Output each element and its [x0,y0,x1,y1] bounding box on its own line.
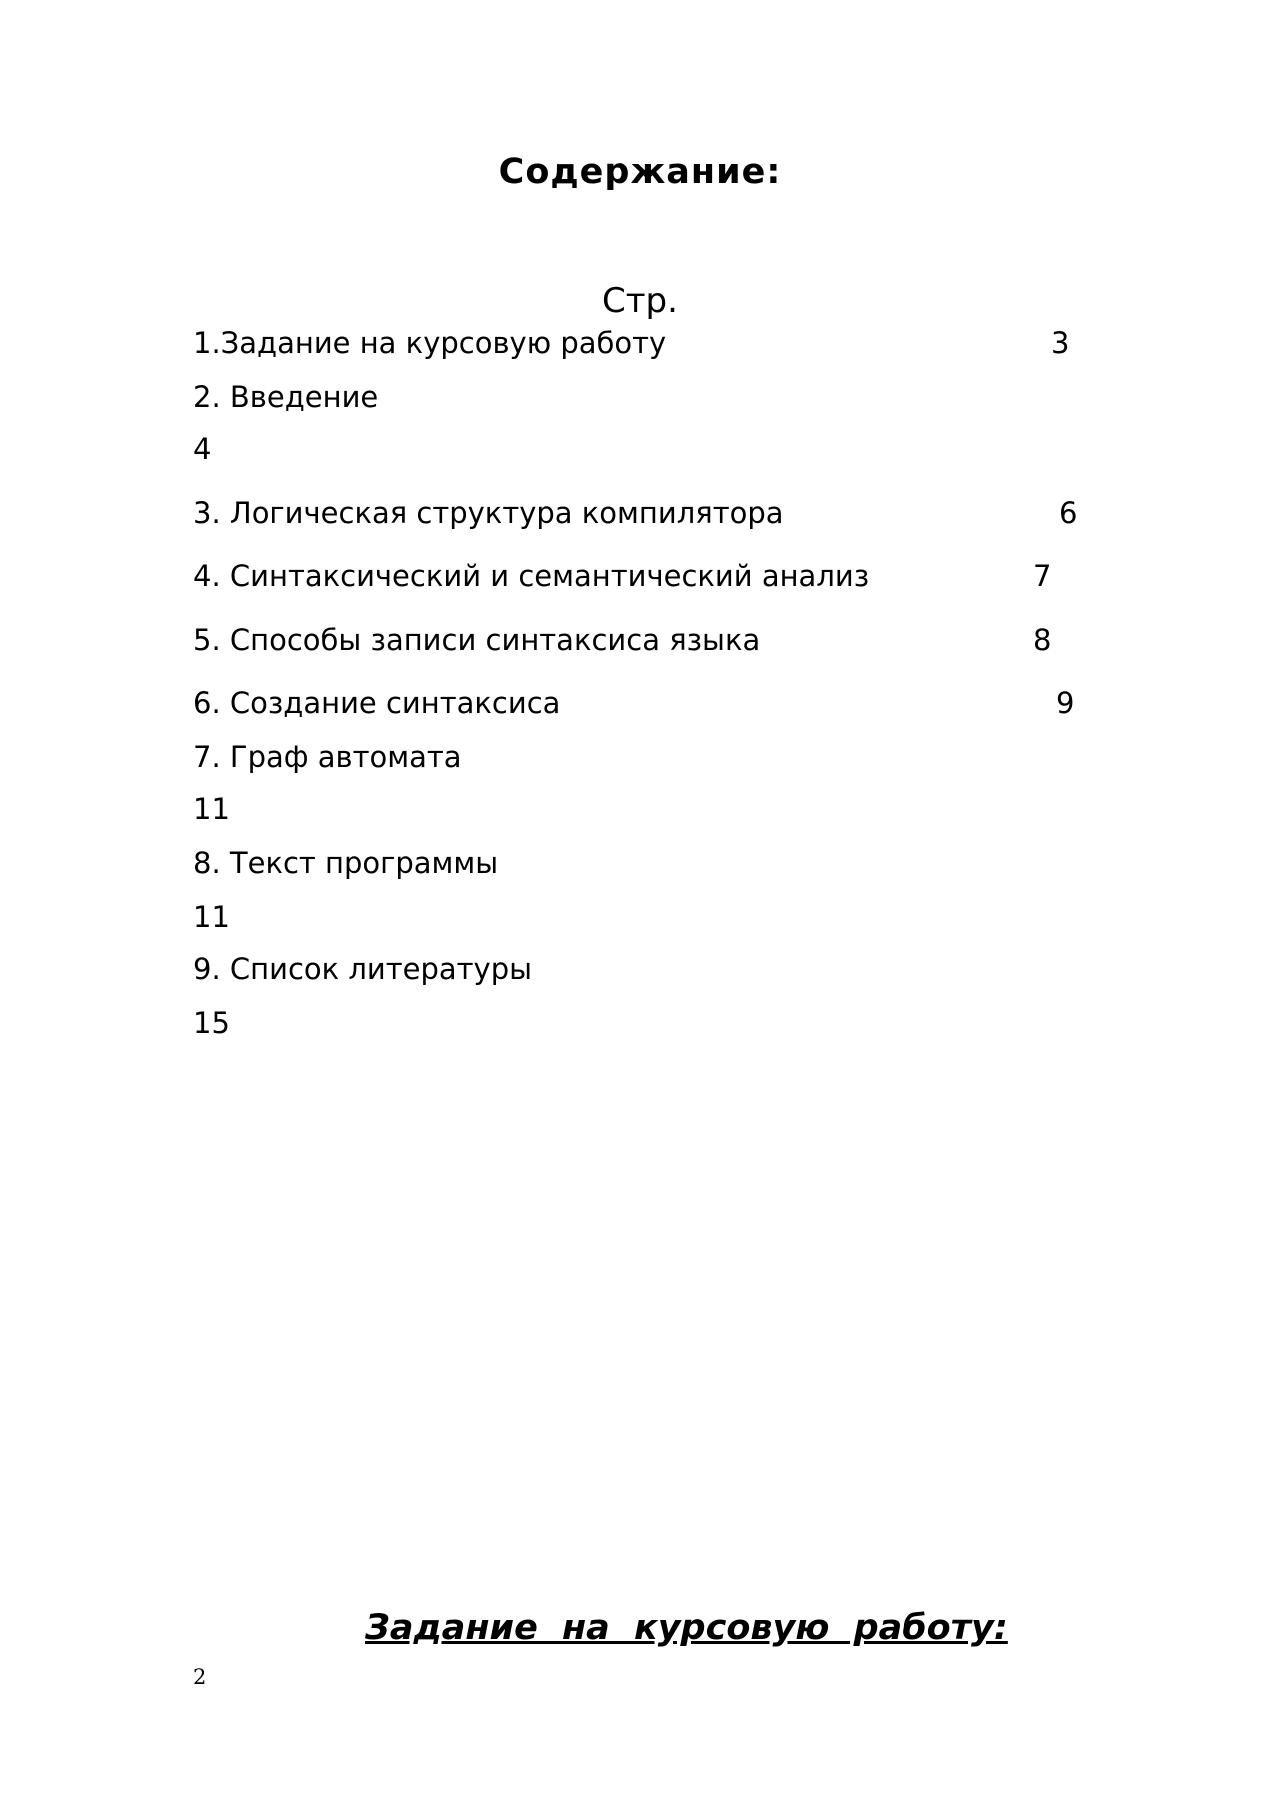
toc-entry-1-text: 1.Задание на курсовую работу [193,326,667,360]
toc-entry-4-page: 7 [1033,559,1052,593]
toc-entry-8-page: 11 [193,900,230,934]
toc-entry-5-text: 5. Способы записи синтаксиса языка [193,623,761,657]
toc-entry-2-page: 4 [193,432,212,466]
toc-entry-3-text: 3. Логическая структура компилятора [193,496,784,530]
next-section-heading: Задание на курсовую работу: [365,1608,1008,1648]
toc-entry-4-text: 4. Синтаксический и семантический анализ [193,559,870,593]
toc-entry-7-text: 7. Граф автомата [193,740,462,774]
toc-entry-7-page: 11 [193,792,230,826]
toc-entry-8-text: 8. Текст программы [193,846,499,880]
toc-entry-9-page: 15 [193,1006,230,1040]
toc-entry-6-page: 9 [1056,686,1075,720]
page-column-label: Стр. [602,281,678,321]
toc-entry-6-text: 6. Создание синтаксиса [193,686,561,720]
toc-title: Содержание: [498,152,782,192]
toc-entry-5-page: 8 [1033,623,1052,657]
toc-entry-2-text: 2. Введение [193,380,379,414]
toc-entry-9-text: 9. Список литературы [193,952,533,986]
footer-page-number: 2 [193,1665,207,1689]
toc-entry-3-page: 6 [1059,496,1078,530]
toc-entry-1-page: 3 [1051,326,1070,360]
